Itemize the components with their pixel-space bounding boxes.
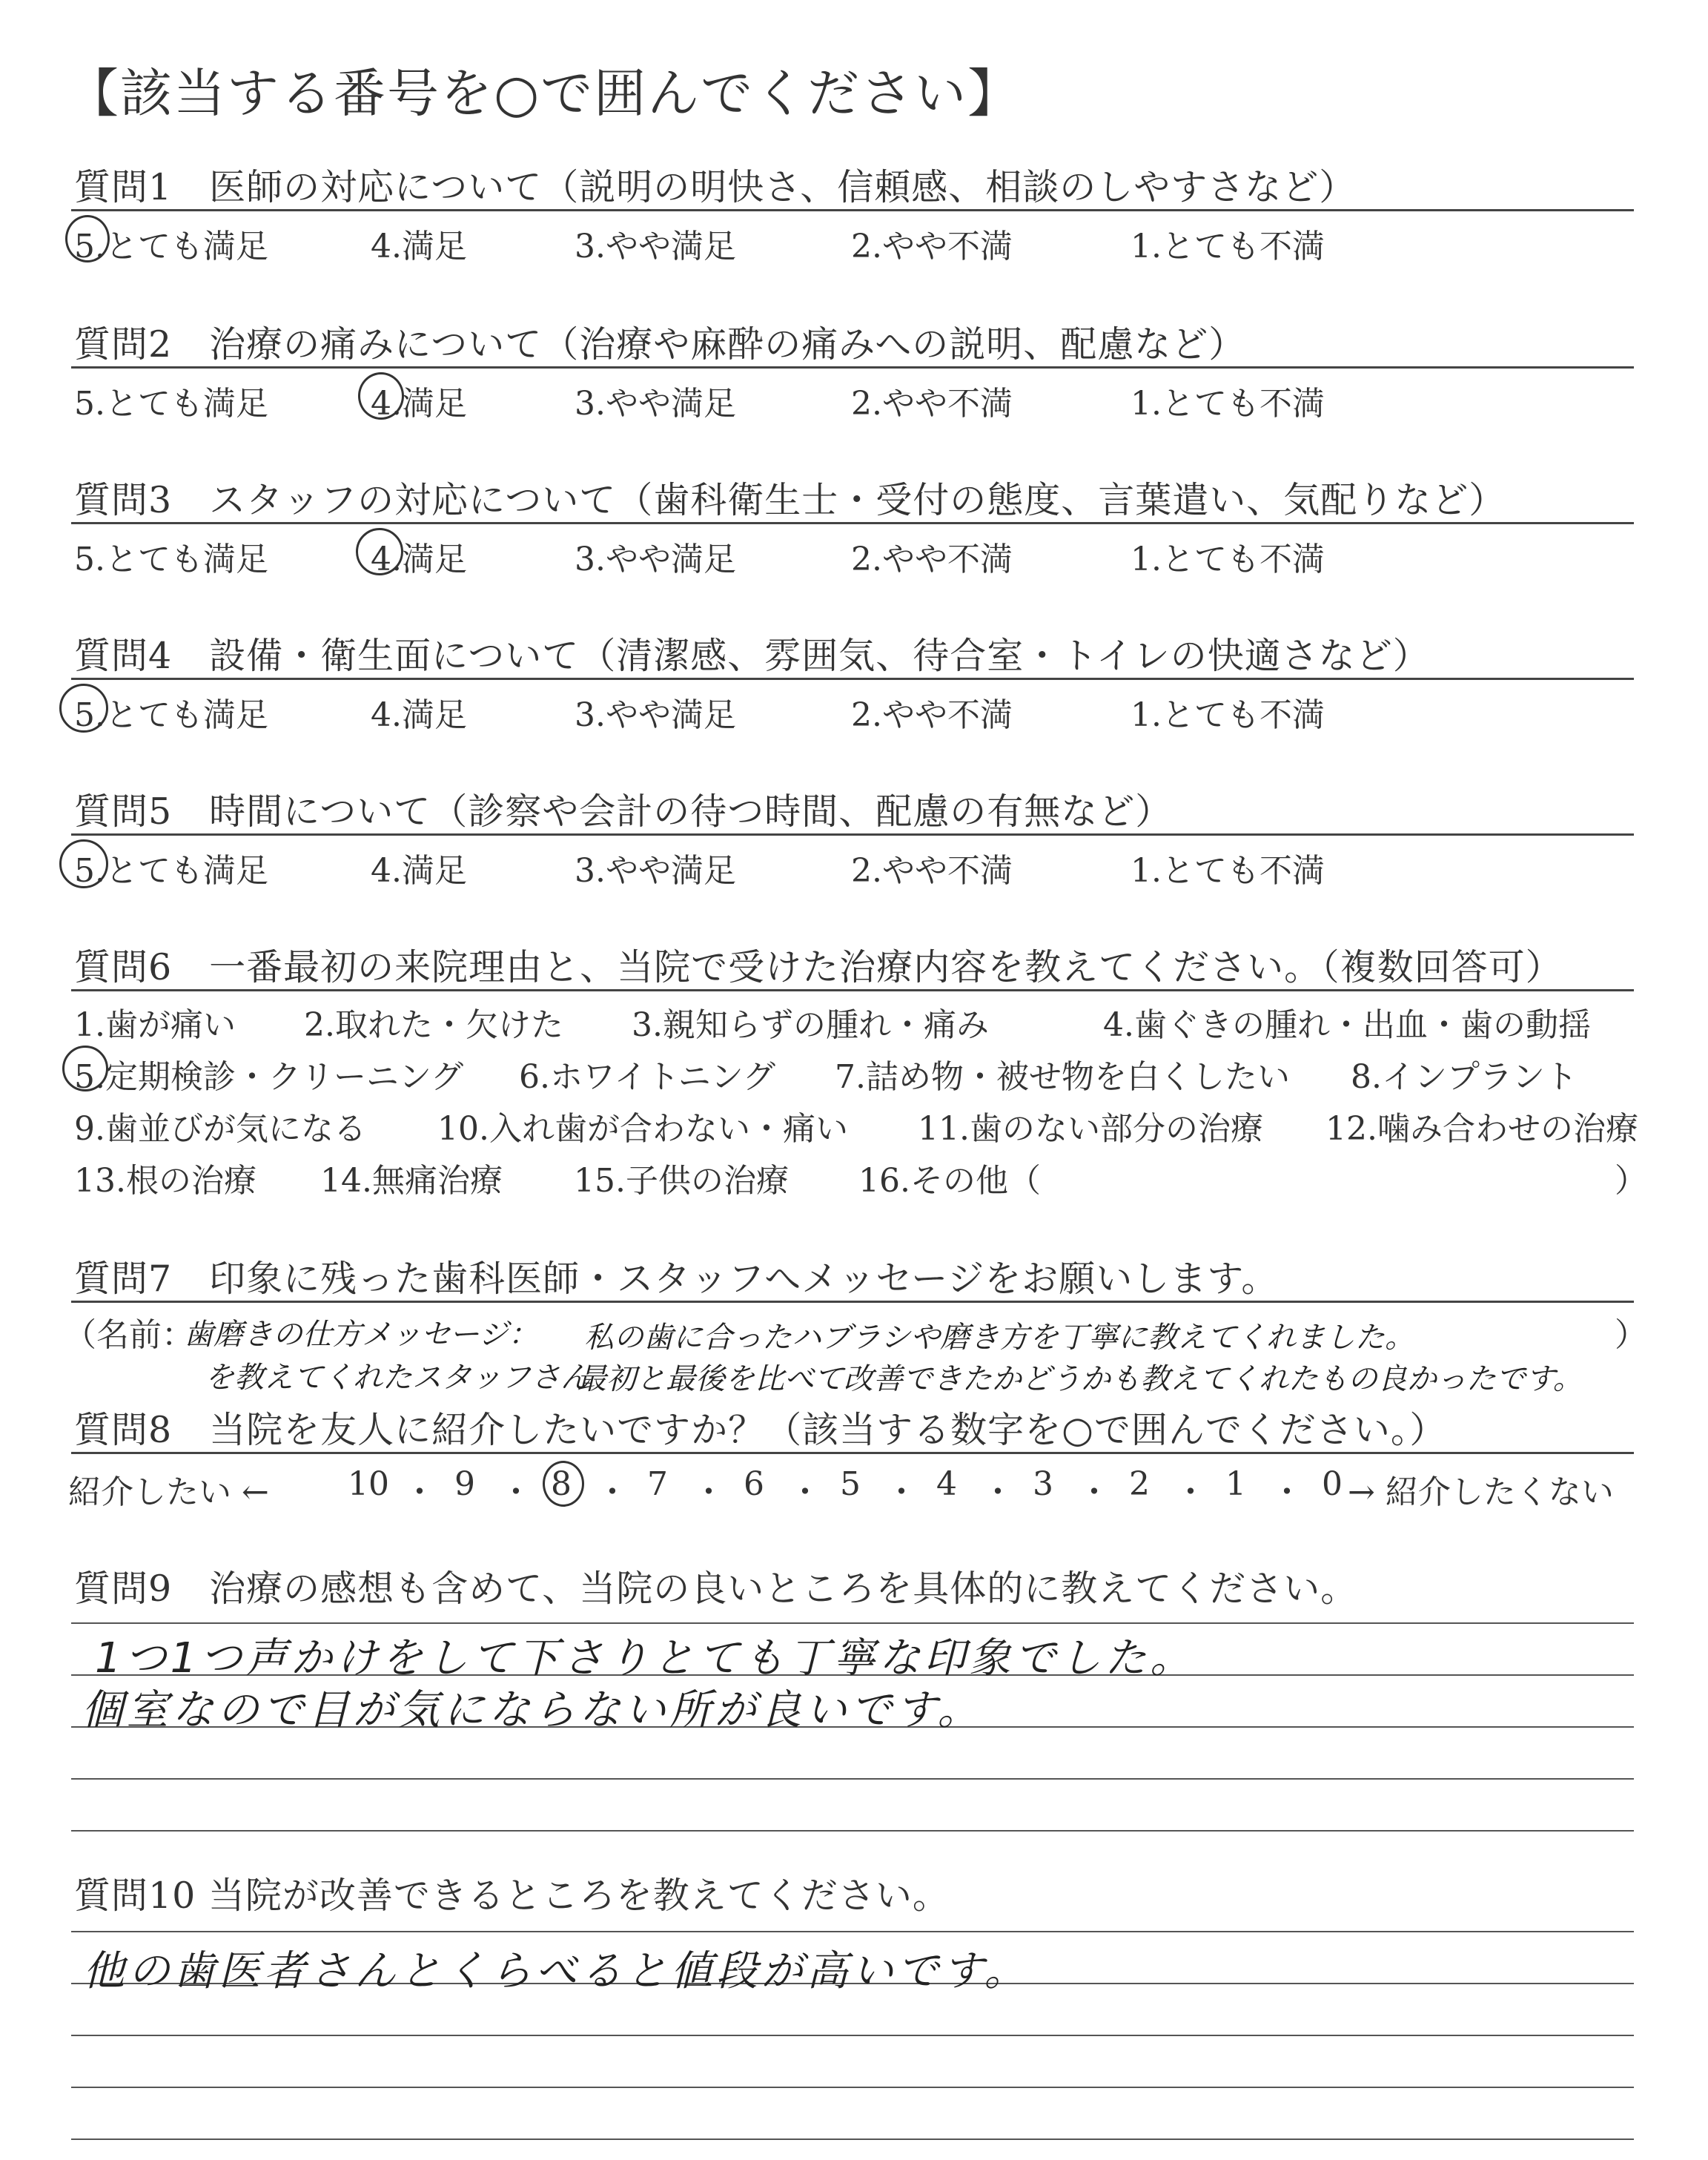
q2-option-4[interactable]: 4.満足 [371,385,467,423]
q8-scale-value-9[interactable]: 9 [454,1465,475,1503]
question-10-title: 質問10 当院が改善できるところを教えてください。 [74,1875,950,1917]
question-1-rule [71,209,1634,211]
q6-option-3[interactable]: 3.親知らずの腫れ・痛み [632,1006,989,1044]
q4-option-1[interactable]: 1.とても不満 [1131,696,1325,734]
q8-scale-value-7[interactable]: 7 [647,1465,668,1503]
q6-option-4[interactable]: 4.歯ぐきの腫れ・出血・歯の動揺 [1103,1006,1591,1044]
q8-left-label: 紹介したい ← [68,1473,269,1511]
q5-option-4[interactable]: 4.満足 [371,852,467,890]
question-8-rule [71,1452,1634,1454]
q8-scale-value-3[interactable]: 3 [1033,1465,1053,1503]
q1-option-3[interactable]: 3.やや満足 [575,228,736,265]
question-6-title: 質問6 一番最初の来院理由と、当院で受けた治療内容を教えてください。（複数回答可） [74,946,1563,988]
q3-option-3[interactable]: 3.やや満足 [575,541,736,578]
q3-selection-circle [356,528,403,575]
q6-option-2[interactable]: 2.取れた・欠けた [304,1006,563,1044]
q8-scale-separator: ・ [885,1473,918,1511]
form-header: 【該当する番号を○で囲んでください】 [67,63,1022,124]
q7-close: ） [1615,1316,1647,1354]
q8-scale-value-6[interactable]: 6 [744,1465,764,1503]
q5-selection-circle [59,839,108,888]
q8-scale-value-2[interactable]: 2 [1129,1465,1150,1503]
q9-answer-2[interactable]: 個室なので目が気にならない所が良いです。 [82,1686,983,1734]
question-4-title: 質問4 設備・衛生面について（清潔感、雰囲気、待合室・トイレの快適さなど） [74,635,1430,677]
q10-answer-1[interactable]: 他の歯医者さんとくらべると値段が高いです。 [83,1947,1030,1995]
q5-option-2[interactable]: 2.やや不満 [851,852,1013,890]
q10-answer-line [71,2138,1634,2140]
q1-option-4[interactable]: 4.満足 [371,228,467,265]
q2-option-1[interactable]: 1.とても不満 [1131,385,1325,423]
question-2-title: 質問2 治療の痛みについて（治療や麻酔の痛みへの説明、配慮など） [74,323,1246,366]
q2-option-3[interactable]: 3.やや満足 [575,385,736,423]
q3-option-2[interactable]: 2.やや不満 [851,541,1013,578]
q3-option-4[interactable]: 4.満足 [371,541,467,578]
question-7-title: 質問7 印象に残った歯科医師・スタッフへメッセージをお願いします。 [74,1258,1279,1300]
q3-option-1[interactable]: 1.とても不満 [1131,541,1325,578]
q10-answer-line [71,2035,1634,2036]
question-6-rule [71,989,1634,991]
q6-option-10[interactable]: 10.入れ歯が合わない・痛い [437,1110,848,1148]
q4-option-5[interactable]: 5.とても満足 [74,696,268,734]
q4-option-4[interactable]: 4.満足 [371,696,467,734]
q6-option-5[interactable]: 5.定期検診・クリーニング [74,1058,464,1096]
q6-option-8[interactable]: 8.インプラント [1351,1058,1578,1096]
question-2-rule [71,366,1634,369]
q9-answer-line [71,1622,1634,1624]
q6-other-close: ） [1615,1162,1647,1200]
q1-option-2[interactable]: 2.やや不満 [851,228,1013,265]
q7-name-label: （名前： [64,1316,194,1354]
q6-option-16[interactable]: 16.その他（ [858,1162,1041,1200]
q8-scale-value-1[interactable]: 1 [1225,1465,1246,1503]
question-1-title: 質問1 医師の対応について（説明の明快さ、信頼感、相談のしやすさなど） [74,166,1357,208]
q6-option-14[interactable]: 14.無痛治療 [320,1162,503,1200]
q1-selection-circle [65,215,110,262]
q8-scale-separator: ・ [982,1473,1014,1511]
q5-option-3[interactable]: 3.やや満足 [575,852,736,890]
q1-option-5[interactable]: 5.とても満足 [74,228,268,265]
q8-scale-value-4[interactable]: 4 [936,1465,957,1503]
q5-option-5[interactable]: 5.とても満足 [74,852,268,890]
q8-scale-separator: ・ [596,1473,629,1511]
q7-name-value-1[interactable]: 歯磨きの仕方メッセージ： [184,1318,538,1352]
q2-option-5[interactable]: 5.とても満足 [74,385,268,423]
q6-option-1[interactable]: 1.歯が痛い [74,1006,236,1044]
question-5-rule [71,833,1634,836]
q8-scale-separator: ・ [1078,1473,1110,1511]
q6-option-6[interactable]: 6.ホワイトニング [519,1058,776,1096]
question-3-title: 質問3 スタッフの対応について（歯科衛生士・受付の態度、言葉遣い、気配りなど） [74,479,1506,521]
q4-option-3[interactable]: 3.やや満足 [575,696,736,734]
q7-message-line-1[interactable]: 私の歯に合ったハブラシや磨き方を丁寧に教えてくれました。 [584,1321,1414,1355]
q8-right-label: → 紹介したくない [1348,1473,1614,1511]
q5-option-1[interactable]: 1.とても不満 [1131,852,1325,890]
q6-option-12[interactable]: 12.噛み合わせの治療 [1325,1110,1638,1148]
q9-answer-line [71,1778,1634,1780]
q8-scale-separator: ・ [692,1473,725,1511]
q8-scale-separator: ・ [403,1473,436,1511]
q8-scale-separator: ・ [1174,1473,1207,1511]
q6-option-11[interactable]: 11.歯のない部分の治療 [918,1110,1263,1148]
q1-option-1[interactable]: 1.とても不満 [1131,228,1325,265]
q9-answer-1[interactable]: 1つ1つ声かけをして下さりとても丁寧な印象でした。 [95,1634,1196,1682]
q6-option-7[interactable]: 7.詰め物・被せ物を白くしたい [835,1058,1290,1096]
q6-selection-circle [62,1046,108,1091]
q6-option-15[interactable]: 15.子供の治療 [574,1162,789,1200]
q7-name-value-2[interactable]: を教えてくれたスタッフさん [205,1361,590,1395]
q2-selection-circle [358,372,404,420]
q2-option-2[interactable]: 2.やや不満 [851,385,1013,423]
q3-option-5[interactable]: 5.とても満足 [74,541,268,578]
q8-scale-value-10[interactable]: 10 [348,1465,389,1503]
q8-scale-separator: ・ [789,1473,821,1511]
question-7-rule [71,1301,1634,1303]
q4-selection-circle [59,684,108,733]
q8-scale-value-8[interactable]: 8 [551,1465,572,1503]
q8-scale-separator: ・ [1271,1473,1303,1511]
q8-scale-value-0[interactable]: 0 [1322,1465,1343,1503]
q8-selection-circle [543,1461,584,1507]
q4-option-2[interactable]: 2.やや不満 [851,696,1013,734]
q8-scale-value-5[interactable]: 5 [840,1465,861,1503]
question-5-title: 質問5 時間について（診察や会計の待つ時間、配慮の有無など） [74,790,1173,833]
q9-answer-line [71,1830,1634,1832]
question-3-rule [71,522,1634,524]
q6-option-13[interactable]: 13.根の治療 [74,1162,256,1200]
q7-message-line-2[interactable]: 最初と最後を比べて改善できたかどうかも教えてくれたもの良かったです。 [577,1362,1583,1396]
question-8-title: 質問8 当院を友人に紹介したいですか？（該当する数字を○で囲んでください。） [74,1409,1447,1451]
question-4-rule [71,678,1634,680]
q10-answer-line [71,1931,1634,1932]
q8-scale-separator: ・ [500,1473,532,1511]
question-9-title: 質問9 治療の感想も含めて、当院の良いところを具体的に教えてください。 [74,1568,1358,1610]
q10-answer-line [71,2087,1634,2088]
q6-option-9[interactable]: 9.歯並びが気になる [74,1110,366,1148]
